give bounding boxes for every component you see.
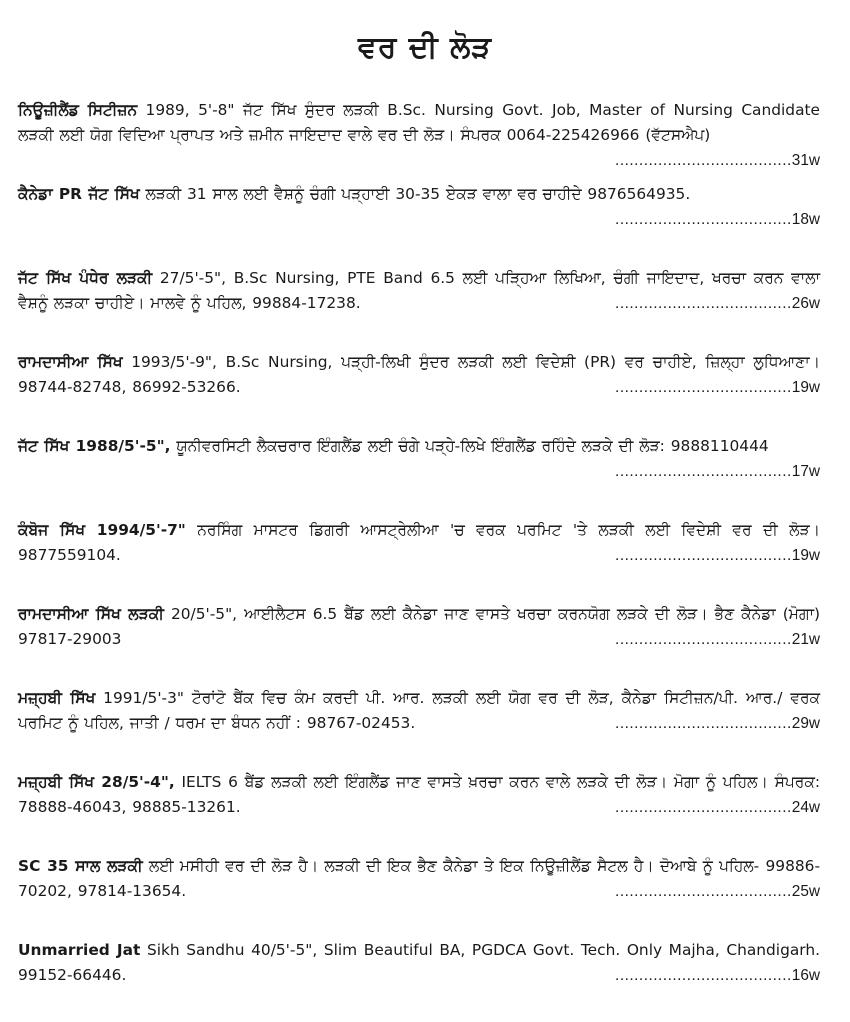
ad-body: 1989, 5'-8" ਜੱਟ ਸਿੱਖ ਸੁੰਦਰ ਲੜਕੀ B.Sc. Nursing Govt. Job, Master of Nursing Candidate ਲੜਕੀ ਲਈ ਯੋਗ ਵਿਦਿਆ ਪ੍ਰਾਪਤ ਅਤੇ ਜ਼ਮੀਨ ਜਾਇਦਾਦ ਵਾਲੇ ਵਰ ਦੀ ਲੋੜ। ਸੰਪਰਕ 0064-225426966 (ਵੱਟਸਐਪ) [18, 101, 820, 144]
ad-lead: ਰਾਮਦਾਸੀਆ ਸਿੱਖ [18, 353, 123, 371]
ad-code-value: 19w [791, 379, 820, 396]
classified-ad [18, 266, 824, 350]
classified-ads-list [18, 98, 824, 1022]
ad-body: IELTS 6 ਬੈਂਡ ਲੜਕੀ ਲਈ ਇੰਗਲੈਂਡ ਜਾਣ ਵਾਸਤੇ ਖ਼ਰਚਾ ਕਰਨ ਵਾਲੇ ਲੜਕੇ ਦੀ ਲੋੜ। ਮੋਗਾ ਨੂੰ ਪਹਿਲ। ਸੰਪਰਕ: 78888-46043, 98885-13261. [18, 773, 821, 816]
ad-body: 1991/5'-3" ਟੋਰਾਂਟੋ ਬੈਂਕ ਵਿਚ ਕੰਮ ਕਰਦੀ ਪੀ. ਆਰ. ਲੜਕੀ ਲਈ ਯੋਗ ਵਰ ਦੀ ਲੋੜ, ਕੈਨੇਡਾ ਸਿਟੀਜ਼ਨ/ਪੀ. ਆਰ./ ਵਰਕ ਪਰਮਿਟ ਨੂੰ ਪਹਿਲ, ਜਾਤੀ / ਧਰਮ ਦਾ ਬੰਧਨ ਨਹੀਂ : 98767-02453. [18, 689, 820, 732]
classified-ad [18, 98, 824, 182]
ad-code [615, 627, 820, 652]
ad-text [18, 434, 824, 459]
dot-leader: ..................................... [615, 379, 792, 396]
ad-code [615, 795, 820, 820]
ad-lead: ਨਿਊਜ਼ੀਲੈਂਡ ਸਿਟੀਜ਼ਨ [18, 101, 138, 119]
classified-ad [18, 434, 824, 518]
dot-leader: ..................................... [615, 463, 792, 480]
ad-body: ਲੜਕੀ 31 ਸਾਲ ਲਈ ਵੈਸ਼ਨੂੰ ਚੰਗੀ ਪੜ੍ਹਾਈ 30-35 ਏਕੜ ਵਾਲਾ ਵਰ ਚਾਹੀਦੇ 9876564935. [139, 185, 691, 203]
ad-code-value: 29w [791, 715, 820, 732]
dot-leader: ..................................... [615, 715, 792, 732]
ad-code-value: 16w [791, 967, 820, 984]
dot-leader: ..................................... [615, 211, 792, 228]
classified-ad [18, 602, 824, 686]
ad-lead: ਮਜ਼੍ਹਬੀ ਸਿੱਖ 28/5'-4", [18, 773, 175, 791]
ad-body: ਯੂਨੀਵਰਸਿਟੀ ਲੈਕਚਰਾਰ ਇੰਗਲੈਂਡ ਲਈ ਚੰਗੇ ਪੜ੍ਹੇ-ਲਿਖੇ ਇੰਗਲੈਂਡ ਰਹਿੰਦੇ ਲੜਕੇ ਦੀ ਲੋੜ: 9888110444 [170, 437, 769, 455]
dot-leader: ..................................... [615, 295, 792, 312]
dot-leader: ..................................... [615, 883, 792, 900]
ad-code [615, 711, 820, 736]
ad-code-value: 24w [791, 799, 820, 816]
dot-leader: ..................................... [615, 547, 792, 564]
dot-leader: ..................................... [615, 967, 792, 984]
ad-body: 27/5'-5", B.Sc Nursing, PTE Band 6.5 ਲਈ ਪੜ੍ਹਿਆ ਲਿਖਿਆ, ਚੰਗੀ ਜਾਇਦਾਦ, ਖਰਚਾ ਕਰਨ ਵਾਲਾ ਵੈਸ਼ਨੂੰ ਲੜਕਾ ਚਾਹੀਏ। ਮਾਲਵੇ ਨੂੰ ਪਹਿਲ, 99884-17238. [18, 269, 820, 312]
ad-code [615, 291, 820, 316]
ad-code-value: 18w [791, 211, 820, 228]
ad-lead: ਜੱਟ ਸਿੱਖ 1988/5'-5", [18, 437, 171, 455]
classified-ad [18, 770, 824, 854]
classified-ad [18, 518, 824, 602]
ad-lead: ਕੰਬੋਜ ਸਿੱਖ 1994/5'-7" [18, 521, 186, 539]
ad-code-value: 26w [791, 295, 820, 312]
ad-body: 1993/5'-9", B.Sc Nursing, ਪੜ੍ਹੀ-ਲਿਖੀ ਸੁੰਦਰ ਲੜਕੀ ਲਈ ਵਿਦੇਸ਼ੀ (PR) ਵਰ ਚਾਹੀਏ, ਜ਼ਿਲ੍ਹਾ ਲੁਧਿਆਣਾ। 98744-82748, 86992-53266. [18, 353, 820, 396]
classified-ad [18, 686, 824, 770]
ad-body: 20/5'-5", ਆਈਲੈਟਸ 6.5 ਬੈਂਡ ਲਈ ਕੈਨੇਡਾ ਜਾਣ ਵਾਸਤੇ ਖਰਚਾ ਕਰਨਯੋਗ ਲੜਕੇ ਦੀ ਲੋੜ। ਭੈਣ ਕੈਨੇਡਾ (ਮੋਗਾ) 97817-29003 [18, 605, 820, 648]
classified-ad [18, 854, 824, 938]
ad-code [615, 375, 820, 400]
ad-text [18, 98, 824, 148]
ad-code-value: 31w [791, 152, 820, 169]
ad-lead: ਰਾਮਦਾਸੀਆ ਸਿੱਖ ਲੜਕੀ [18, 605, 164, 623]
classified-ad [18, 938, 824, 1022]
ad-code [615, 459, 820, 484]
ad-body: ਲਈ ਮਸੀਹੀ ਵਰ ਦੀ ਲੋੜ ਹੈ। ਲੜਕੀ ਦੀ ਇਕ ਭੈਣ ਕੈਨੇਡਾ ਤੇ ਇਕ ਨਿਊਜ਼ੀਲੈਂਡ ਸੈਟਲ ਹੈ। ਦੋਆਬੇ ਨੂੰ ਪਹਿਲ- 99886-70202, 97814-13654. [18, 857, 820, 900]
ad-body: Sikh Sandhu 40/5'-5", Slim Beautiful BA, PGDCA Govt. Tech. Only Majha, Chandigarh. 99152-66446. [18, 941, 820, 984]
ad-code-value: 21w [791, 631, 820, 648]
ad-code [615, 207, 820, 232]
dot-leader: ..................................... [615, 631, 792, 648]
ad-code-value: 19w [791, 547, 820, 564]
ad-lead: ਜੱਟ ਸਿੱਖ ਪੰਧੇਰ ਲੜਕੀ [18, 269, 153, 287]
dot-leader: ..................................... [615, 799, 792, 816]
ad-code-value: 25w [791, 883, 820, 900]
ad-lead: Unmarried Jat [18, 941, 141, 959]
ad-code [615, 879, 820, 904]
ad-lead: ਮਜ਼੍ਹਬੀ ਸਿੱਖ [18, 689, 96, 707]
ad-body: ਨਰਸਿੰਗ ਮਾਸਟਰ ਡਿਗਰੀ ਆਸਟ੍ਰੇਲੀਆ 'ਚ ਵਰਕ ਪਰਮਿਟ 'ਤੇ ਲੜਕੀ ਲਈ ਵਿਦੇਸ਼ੀ ਵਰ ਦੀ ਲੋੜ। 9877559104. [18, 521, 820, 564]
ad-code [615, 543, 820, 568]
ad-text [18, 182, 824, 207]
classified-ad [18, 350, 824, 434]
ad-lead: SC 35 ਸਾਲ ਲੜਕੀ [18, 857, 143, 875]
ad-code [615, 963, 820, 988]
ad-code [615, 148, 820, 173]
classified-ad [18, 182, 824, 266]
ad-lead: ਕੈਨੇਡਾ PR ਜੱਟ ਸਿੱਖ [18, 185, 140, 203]
page-title: ਵਰ ਦੀ ਲੋੜ [357, 30, 493, 65]
ad-code-value: 17w [791, 463, 820, 480]
dot-leader: ..................................... [615, 152, 792, 169]
